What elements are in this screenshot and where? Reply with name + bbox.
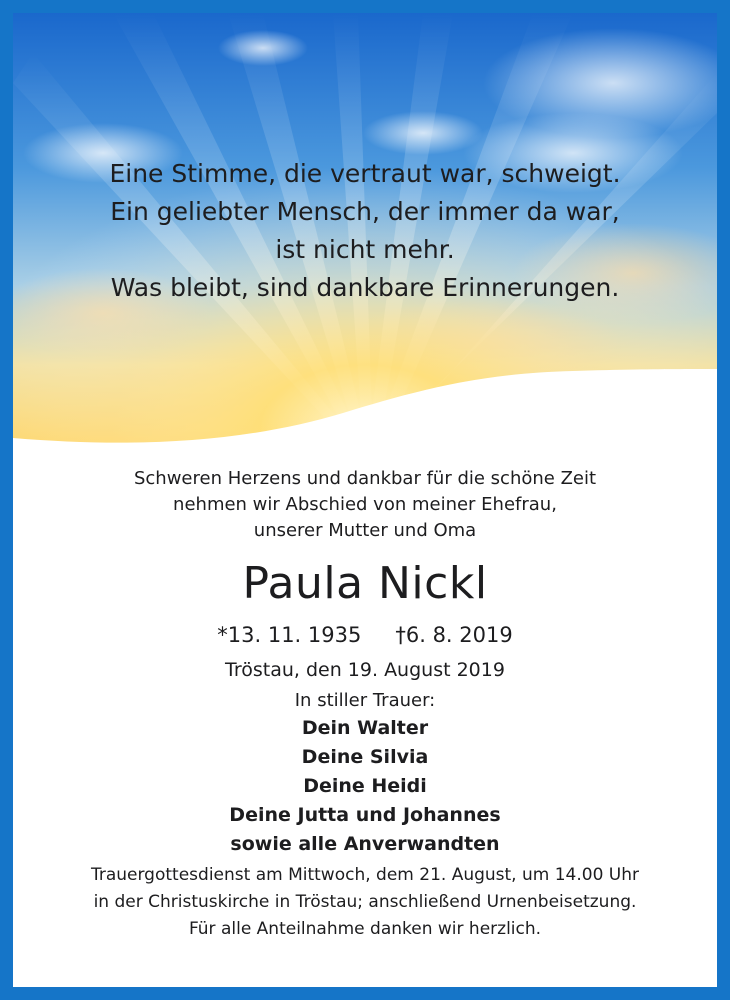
intro-line: Schweren Herzens und dankbar für die schöne Zeit	[133, 468, 597, 489]
deceased-name: Paula Nickl	[242, 558, 488, 609]
poem	[13, 155, 717, 307]
poem-line: ist nicht mehr.	[275, 235, 455, 264]
place-and-date: Tröstau, den 19. August 2019	[225, 659, 505, 681]
mourner-name: Deine Jutta und Johannes	[229, 804, 501, 826]
service-info	[13, 862, 717, 943]
mourning-label: In stiller Trauer:	[294, 690, 436, 711]
intro-line: unserer Mutter und Oma	[253, 520, 477, 541]
death-date: †6. 8. 2019	[395, 623, 513, 647]
poem-line: Eine Stimme, die vertraut war, schweigt.	[109, 159, 621, 188]
service-line: Trauergottesdienst am Mittwoch, dem 21. August, um 14.00 Uhr	[90, 865, 640, 885]
service-line: in der Christuskirche in Tröstau; anschließend Urnenbeisetzung.	[93, 892, 637, 912]
mourner-name: Dein Walter	[301, 717, 429, 739]
mourners-list	[13, 714, 717, 859]
poem-line: Ein geliebter Mensch, der immer da war,	[110, 197, 620, 226]
intro-text	[13, 466, 717, 544]
obituary-content	[13, 466, 717, 943]
service-line: Für alle Anteilnahme danken wir herzlich.	[188, 919, 542, 939]
mourner-name: sowie alle Anverwandten	[230, 833, 500, 855]
mourner-name: Deine Silvia	[301, 746, 429, 768]
mourner-name: Deine Heidi	[303, 775, 427, 797]
birth-date: *13. 11. 1935	[217, 623, 362, 647]
life-dates	[13, 620, 717, 650]
poem-line: Was bleibt, sind dankbare Erinnerungen.	[110, 273, 620, 302]
intro-line: nehmen wir Abschied von meiner Ehefrau,	[173, 494, 557, 515]
